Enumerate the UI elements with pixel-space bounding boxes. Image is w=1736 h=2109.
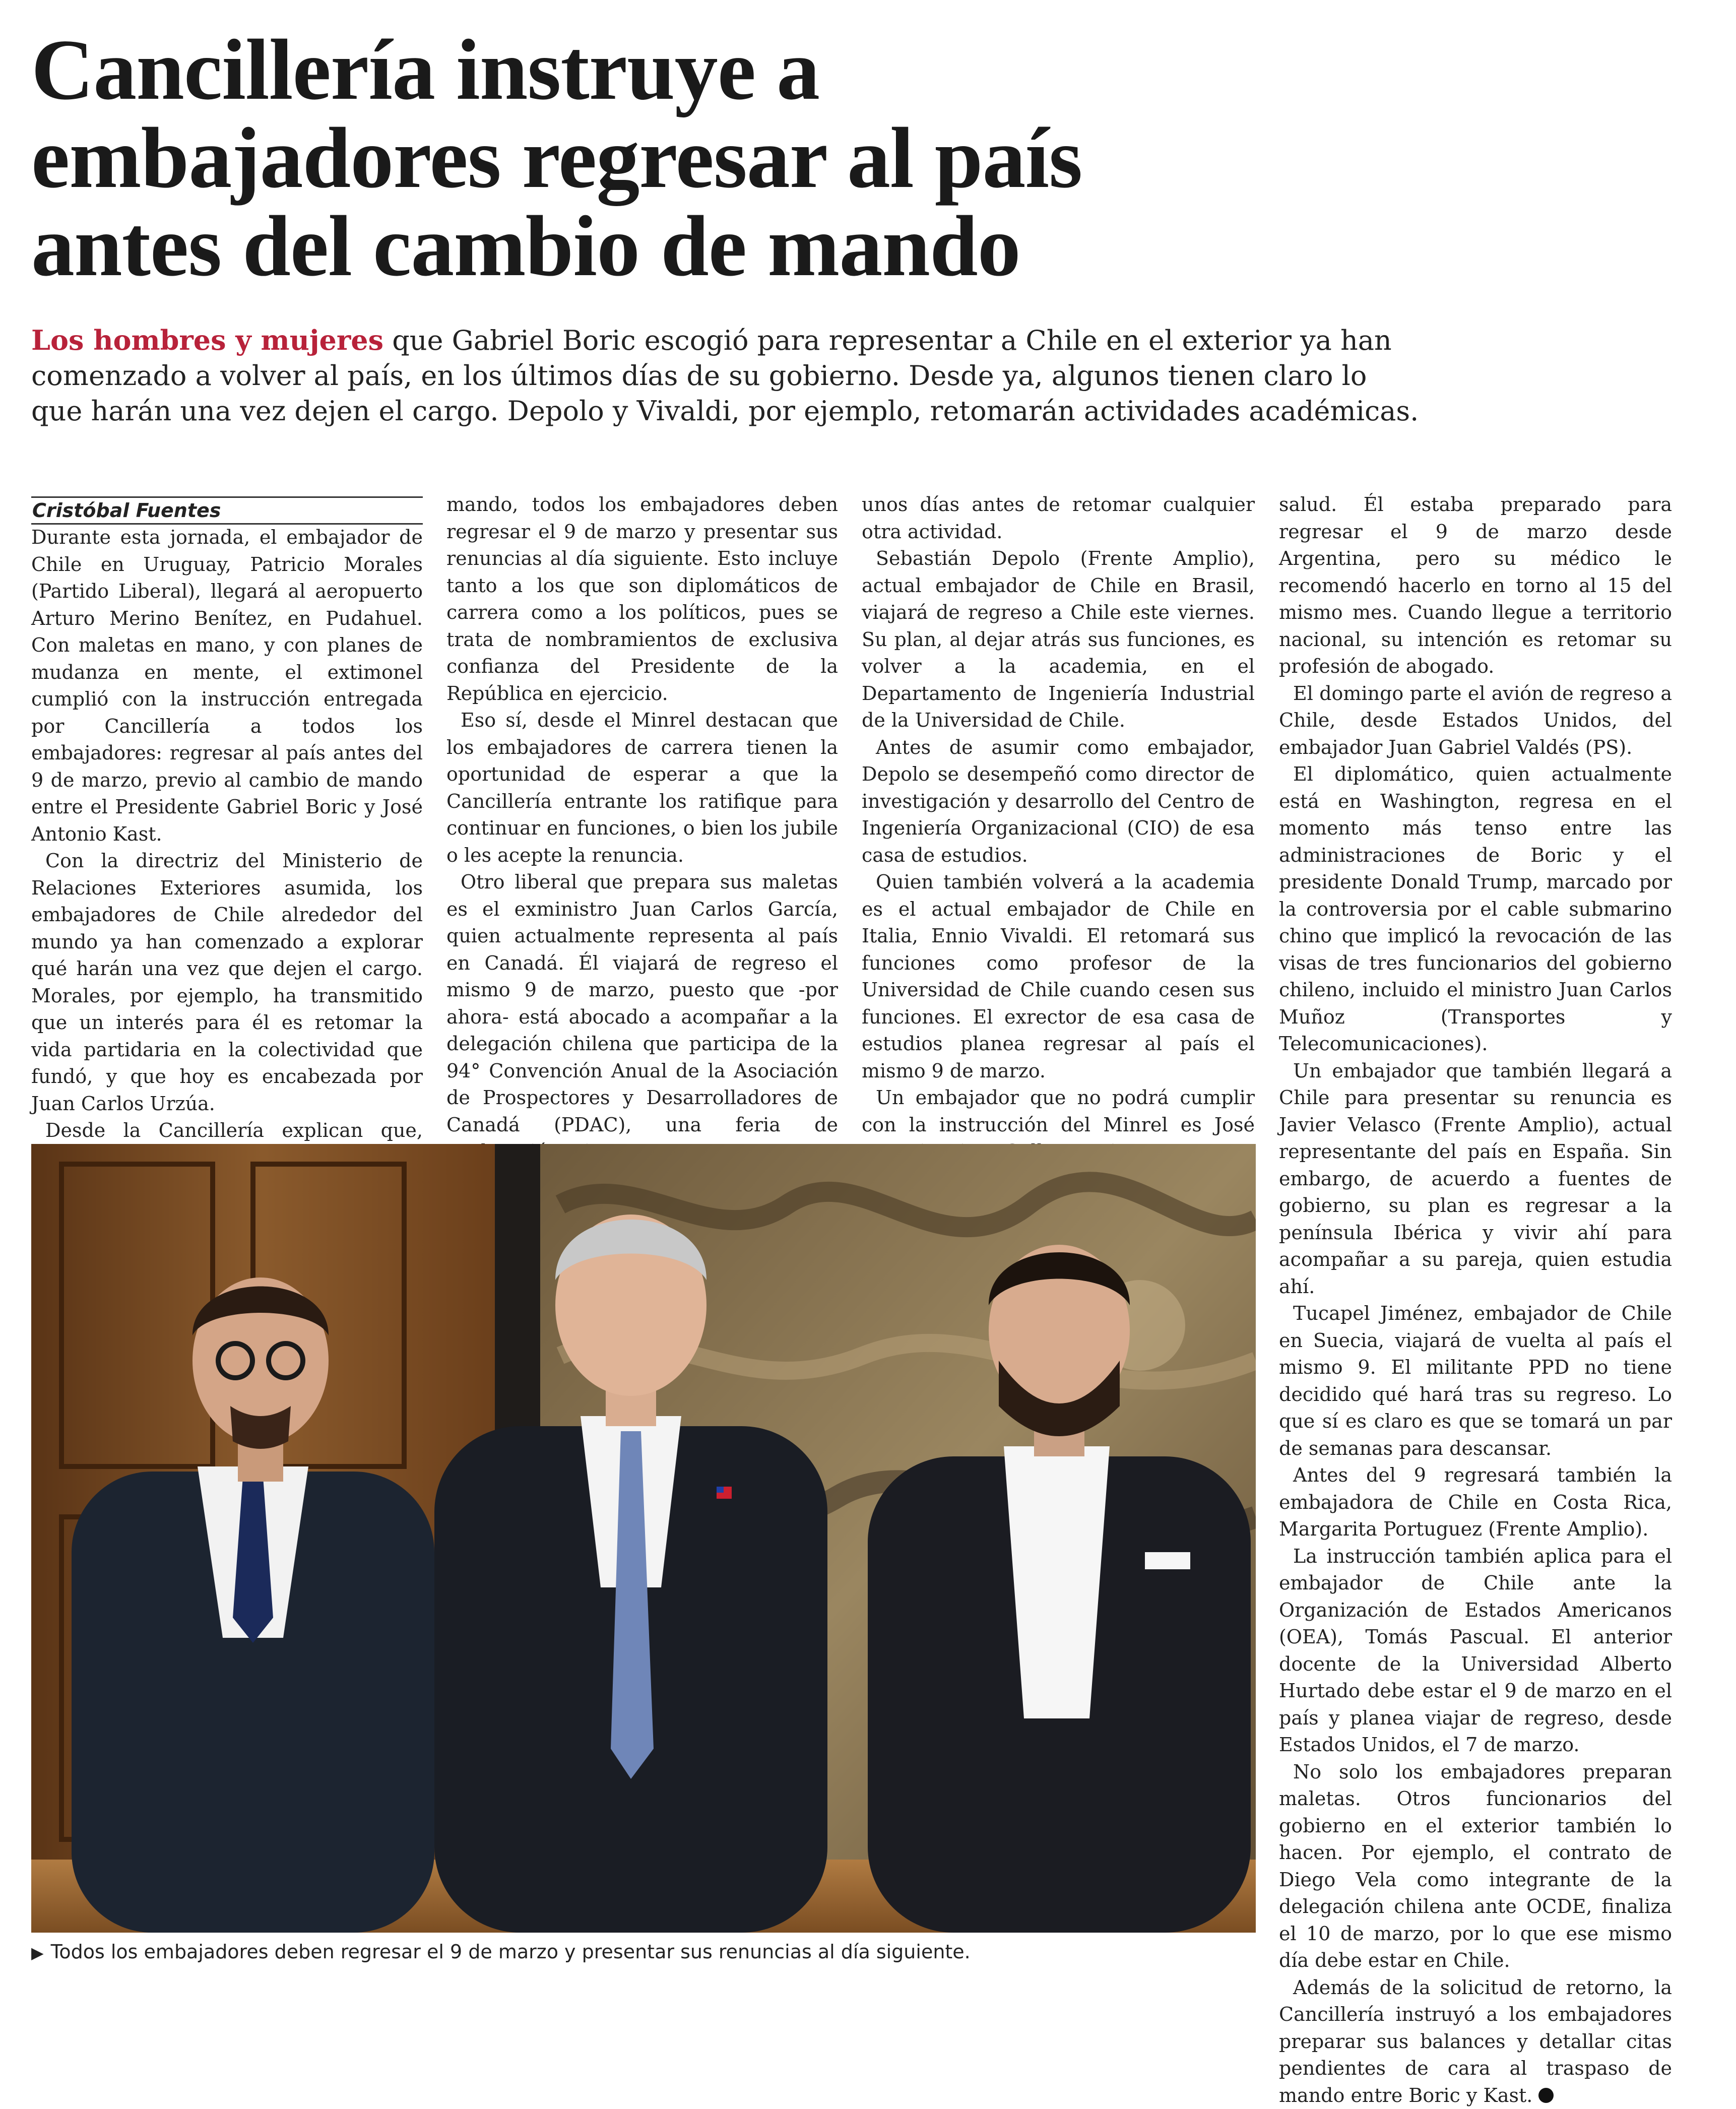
paragraph: Un embajador que también llegará a Chile para presentar su renuncia es Javier Velasco (Frente Amplio), actual representante del país en España. Sin embargo, de acuerdo a fuentes de gobierno, su plan es regresar a la península Ibérica y vivir ahí para acompañar a su pareja, quien estudia ahí. [1279, 1058, 1672, 1301]
paragraph: Con la directriz del Ministerio de Relaciones Exteriores asumida, los embajadores de Chile alrededor del mundo ya han comenzado a explorar qué harán una vez que dejen el cargo. Morales, por ejemplo, ha transmitido que un interés para él es retomar la vida partidaria en la colectividad que fundó, y que hoy es encabezada por Juan Carlos Urzúa. [31, 848, 423, 1117]
lede-text: que Gabriel Boric escogió para representar a Chile en el exterior ya han [383, 325, 1392, 356]
article-column-3 [862, 491, 1255, 1192]
paragraph: Durante esta jornada, el embajador de Chile en Uruguay, Patricio Morales (Partido Liberal), llegará al aeropuerto Arturo Merino Benítez, en Pudahuel. Con maletas en mano, y con planes de mudanza en mente, el extimonel cumplió con la instrucción entregada por Cancillería a todos los embajadores: regresar al país antes del 9 de marzo, previo al cambio de mando entre el Presidente Gabriel Boric y José Antonio Kast. [31, 524, 423, 848]
article-column-4 [1279, 491, 1672, 2109]
caption-text: Todos los embajadores deben regresar el 9 de marzo y presentar sus renuncias al día siguiente. [51, 1941, 971, 1963]
photo-illustration [31, 1144, 1256, 1933]
paragraph-text: Además de la solicitud de retorno, la Cancillería instruyó a los embajadores preparar sus balances y detallar citas pendientes de cara al traspaso de mando entre Boric y Kast. [1279, 1976, 1672, 2106]
paragraph [1279, 1974, 1672, 2109]
paragraph: Quien también volverá a la academia es el actual embajador de Chile en Italia, Ennio Vivaldi. El retomará sus funciones como profesor de la Universidad de Chile cuando cesen sus funciones. El exrector de esa casa de estudios planea regresar al país el mismo 9 de marzo. [862, 869, 1255, 1084]
paragraph: Antes de asumir como embajador, Depolo se desempeñó como director de investigación y desarrollo del Centro de Ingeniería Organizacional (CIO) de esa casa de estudios. [862, 734, 1255, 869]
paragraph: Antes del 9 regresará también la embajadora de Chile en Costa Rica, Margarita Portuguez (Frente Amplio). [1279, 1462, 1672, 1543]
byline-box [31, 496, 423, 525]
article-column-1 [31, 524, 423, 1198]
lede-line: comenzado a volver al país, en los últimos días de su gobierno. Desde ya, algunos tienen claro lo [31, 358, 1704, 394]
paragraph: El domingo parte el avión de regreso a Chile, desde Estados Unidos, del embajador Juan Gabriel Valdés (PS). [1279, 680, 1672, 761]
paragraph: Un embajador que no podrá cumplir con la instrucción del Minrel es José [862, 1084, 1255, 1192]
end-mark-icon [1538, 2088, 1554, 2103]
paragraph: unos días antes de retomar cualquier otra actividad. [862, 491, 1255, 545]
lede-lead-in: Los hombres y mujeres [31, 324, 383, 356]
headline-line: antes del cambio de mando [31, 203, 1241, 291]
article-photo [31, 1144, 1256, 1933]
photo-caption [31, 1940, 971, 1964]
paragraph: mando, todos los embajadores deben regresar el 9 de marzo y presentar sus renuncias al día siguiente. Esto incluye tanto a los que son diplomáticos de carrera como a los políticos, pues se trata de nombramientos de exclusiva confianza del Presidente de la República en ejercicio. [446, 491, 838, 707]
paragraph: El diplomático, quien actualmente está en Washington, regresa en el momento más tenso entre las administraciones de Boric y el presidente Donald Trump, marcado por la controversia por el cable submarino chino que implicó la revocación de las visas de tres funcionarios del gobierno chileno, incluido el ministro Juan Carlos Muñoz (Transportes y Telecomunicaciones). [1279, 761, 1672, 1058]
paragraph: La instrucción también aplica para el embajador de Chile ante la Organización de Estados Americanos (OEA), Tomás Pascual. El anterior docente de la Universidad Alberto Hurtado debe estar el 9 de marzo en el país y planea viajar de regreso, desde Estados Unidos, el 7 de marzo. [1279, 1543, 1672, 1759]
paragraph: Tucapel Jiménez, embajador de Chile en Suecia, viajará de vuelta al país el mismo 9. El militante PPD no tiene decidido qué hará tras su regreso. Lo que sí es claro es que se tomará un par de semanas para descansar. [1279, 1300, 1672, 1462]
paragraph: No solo los embajadores preparan maletas. Otros funcionarios del gobierno en el exterior también lo hacen. Por ejemplo, el contrato de Diego Vela como integrante de la delegación chilena ante OCDE, finaliza el 10 de marzo, por lo que ese mismo día debe estar en Chile. [1279, 1759, 1672, 1974]
lede-line: que harán una vez dejen el cargo. Depolo y Vivaldi, por ejemplo, retomarán actividades académicas. [31, 394, 1704, 429]
paragraph: Eso sí, desde el Minrel destacan que los embajadores de carrera tienen la oportunidad de esperar a que la Cancillería entrante los ratifique para continuar en funciones, o bien los jubile o les acepte la renuncia. [446, 707, 838, 869]
lede-line [31, 323, 1704, 358]
paragraph: salud. Él estaba preparado para regresar el 9 de marzo desde Argentina, pero su médico le recomendó hacerlo en torno al 15 del mismo mes. Cuando llegue a territorio nacional, su intención es retomar su profesión de abogado. [1279, 491, 1672, 680]
headline [31, 26, 1241, 291]
paragraph: Sebastián Depolo (Frente Amplio), actual embajador de Chile en Brasil, viajará de regreso a Chile este viernes. Su plan, al dejar atrás sus funciones, es volver a la academia, en el Departamento de Ingeniería Industrial de la Universidad de Chile. [862, 545, 1255, 734]
article-column-2 [446, 491, 838, 1220]
lede [31, 323, 1704, 429]
headline-line: Cancillería instruye a [31, 26, 1241, 114]
byline: Cristóbal Fuentes [32, 500, 221, 521]
paragraph: Desde la Cancillería explican que, [31, 1117, 423, 1198]
caption-arrow-icon: ▶ [31, 1943, 44, 1962]
paragraph: Otro liberal que prepara sus maletas es el exministro Juan Carlos García, quien actualmente representa al país en Canadá. Él viajará de regreso el mismo 9 de marzo, puesto que -por ahora- está abocado a acompañar a la delegación chilena que participa de la 94° Convención Anual de la Asociación de Prospectores y Desarrolladores de Canadá (PDAC), una feria de [446, 869, 838, 1166]
headline-line: embajadores regresar al país [31, 114, 1241, 203]
